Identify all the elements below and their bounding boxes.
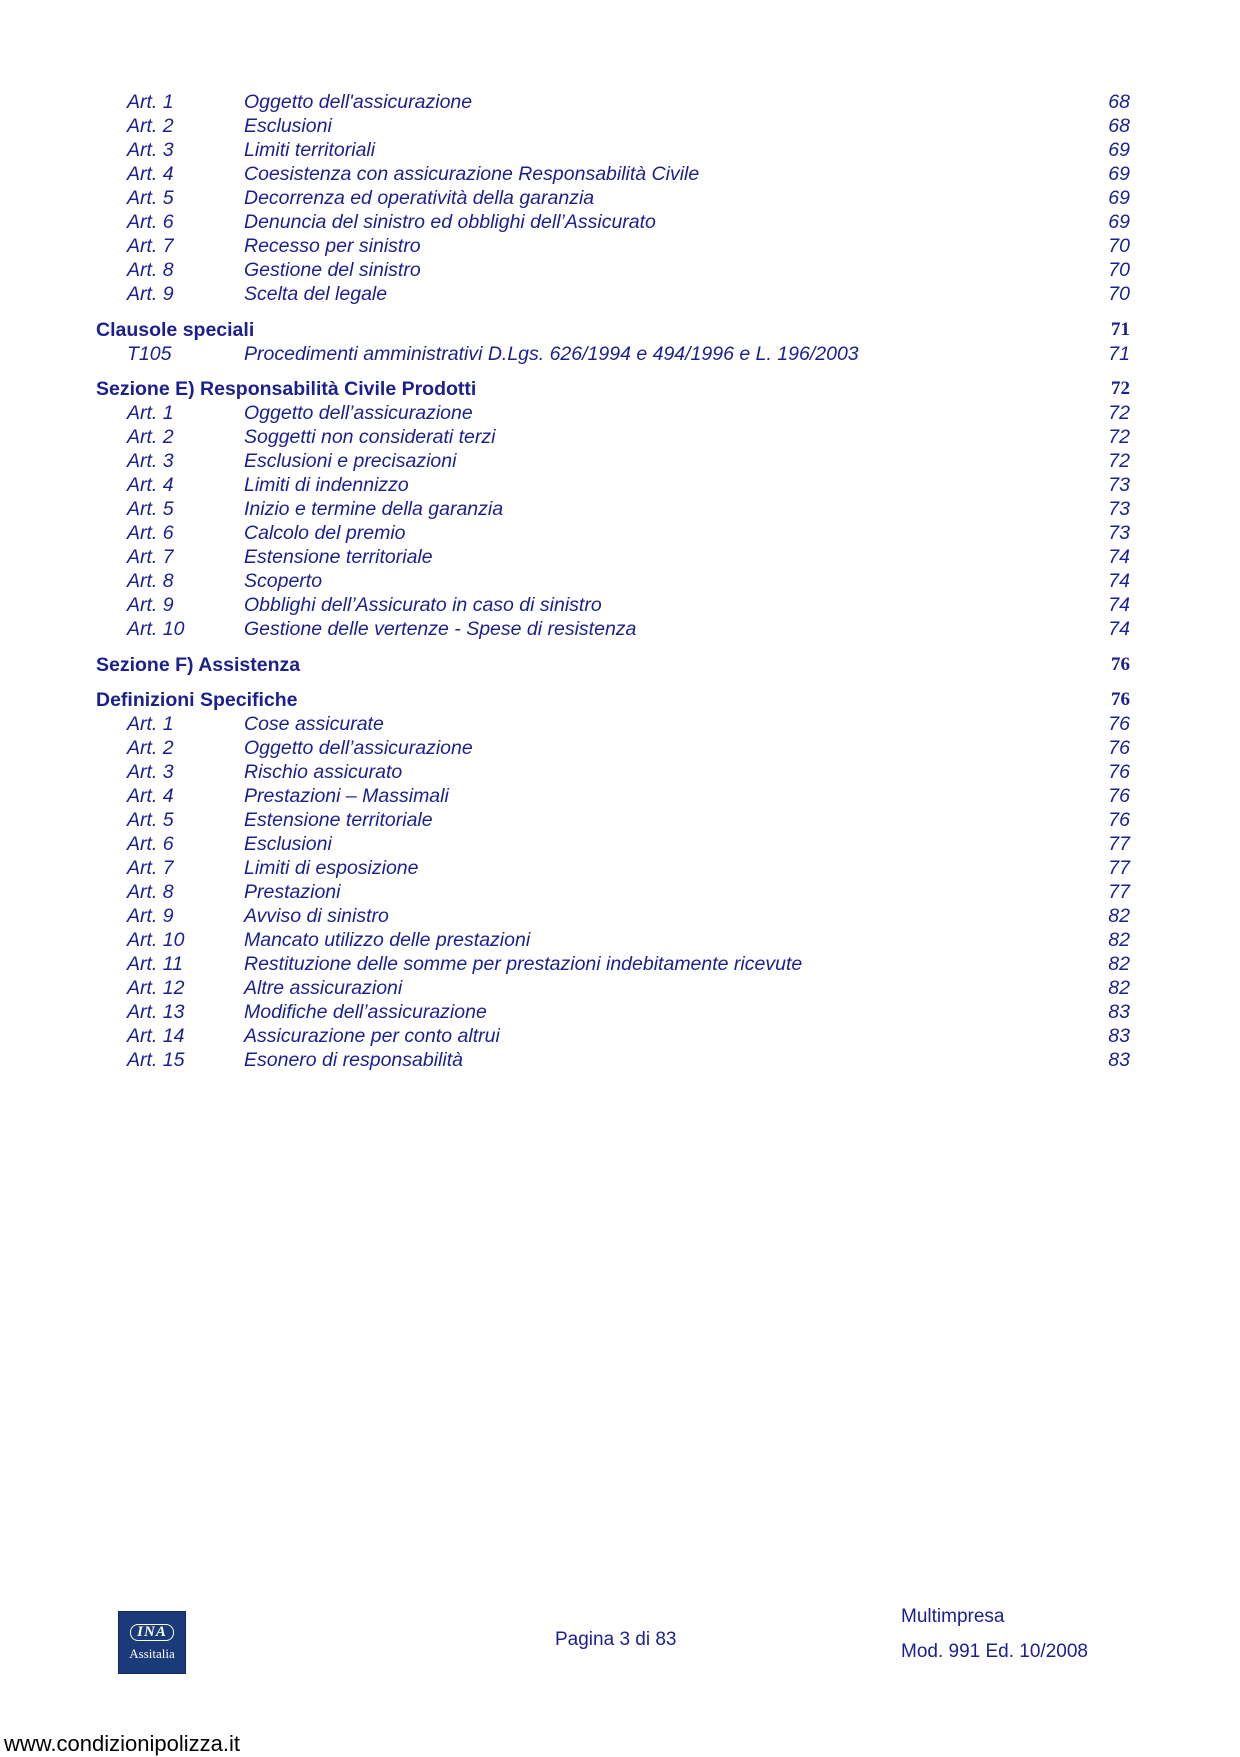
entry-title: Cose assicurate [244,713,384,735]
entry-page: 74 [1108,570,1130,592]
entry-number: Art. 5 [127,498,174,520]
toc-entry [96,497,1130,521]
entry-title: Decorrenza ed operatività della garanzia [244,187,595,209]
entry-number: Art. 8 [127,570,174,592]
toc-entry [96,976,1130,1000]
entry-page: 68 [1108,91,1130,113]
toc-entry [96,186,1130,210]
entry-title: Avviso di sinistro [244,905,389,927]
entry-title: Estensione territoriale [244,546,433,568]
entry-title: Obblighi dell’Assicurato in caso di sinistro [244,594,602,616]
entry-title: Rischio assicurato [244,761,403,783]
toc-entry [96,545,1130,569]
toc-entry [96,234,1130,258]
ina-assitalia-logo [118,1611,186,1674]
entry-number: Art. 10 [127,618,185,640]
entry-number: Art. 2 [127,426,174,448]
entry-title: Oggetto dell’assicurazione [244,737,473,759]
page-number: Pagina 3 di 83 [555,1629,677,1650]
entry-page: 69 [1108,139,1130,161]
entry-number: Art. 14 [127,1025,185,1047]
entry-title: Esclusioni [244,833,332,855]
entry-title: Prestazioni – Massimali [244,785,449,807]
entry-page: 83 [1108,1049,1130,1071]
entry-page: 76 [1108,761,1130,783]
product-name: Multimpresa [901,1606,1005,1627]
entry-title: Prestazioni [244,881,341,903]
entry-number: Art. 1 [127,713,174,735]
entry-title: Oggetto dell’assicurazione [244,402,473,424]
entry-page: 76 [1108,785,1130,807]
toc-entry [96,425,1130,449]
entry-number: Art. 4 [127,474,174,496]
toc-block-sezione-e [96,401,1130,641]
entry-number: Art. 10 [127,929,185,951]
entry-page: 76 [1108,713,1130,735]
entry-page: 69 [1108,187,1130,209]
entry-page: 74 [1108,546,1130,568]
toc-entry [96,1000,1130,1024]
toc-entry [96,832,1130,856]
entry-number: Art. 13 [127,1001,185,1023]
entry-number: Art. 1 [127,91,174,113]
toc-entry [96,808,1130,832]
toc-entry [96,1024,1130,1048]
entry-page: 83 [1108,1001,1130,1023]
entry-number: Art. 7 [127,857,174,879]
toc-entry [96,569,1130,593]
entry-number: Art. 6 [127,522,174,544]
entry-page: 69 [1108,211,1130,233]
toc-entry [96,114,1130,138]
section-page: 76 [1111,689,1130,710]
entry-number: Art. 9 [127,283,174,305]
entry-title: Altre assicurazioni [244,977,403,999]
entry-number: Art. 4 [127,785,174,807]
entry-page: 73 [1108,498,1130,520]
toc-entry [96,473,1130,497]
entry-number: Art. 3 [127,139,174,161]
toc-entry [96,712,1130,736]
section-title: Clausole speciali [96,319,255,341]
entry-page: 73 [1108,474,1130,496]
model-edition: Mod. 991 Ed. 10/2008 [901,1641,1088,1662]
section-page: 76 [1111,654,1130,675]
entry-title: Limiti di indennizzo [244,474,409,496]
entry-page: 69 [1108,163,1130,185]
entry-page: 76 [1108,737,1130,759]
toc-entry [96,162,1130,186]
entry-page: 70 [1108,235,1130,257]
entry-title: Limiti di esposizione [244,857,419,879]
entry-number: Art. 4 [127,163,174,185]
entry-number: Art. 1 [127,402,174,424]
entry-page: 71 [1108,343,1130,365]
entry-title: Calcolo del premio [244,522,406,544]
entry-number: Art. 9 [127,594,174,616]
entry-number: Art. 2 [127,737,174,759]
entry-page: 82 [1108,905,1130,927]
entry-page: 72 [1108,402,1130,424]
toc-entry [96,928,1130,952]
toc-block-articles [96,90,1130,306]
entry-title: Esclusioni e precisazioni [244,450,457,472]
entry-page: 76 [1108,809,1130,831]
toc-entry [96,856,1130,880]
section-page: 72 [1111,378,1130,399]
toc-block-clausole [96,342,1130,366]
entry-page: 82 [1108,977,1130,999]
entry-title: Assicurazione per conto altrui [244,1025,500,1047]
toc-entry [96,784,1130,808]
entry-page: 82 [1108,929,1130,951]
entry-page: 72 [1108,450,1130,472]
entry-page: 70 [1108,283,1130,305]
entry-number: Art. 15 [127,1049,185,1071]
entry-number: Art. 3 [127,761,174,783]
entry-page: 73 [1108,522,1130,544]
entry-title: Recesso per sinistro [244,235,421,257]
entry-title: Scoperto [244,570,323,592]
entry-title: Gestione delle vertenze - Spese di resistenza [244,618,637,640]
entry-number: Art. 8 [127,259,174,281]
toc-block-definizioni [96,712,1130,1072]
entry-title: Restituzione delle somme per prestazioni indebitamente ricevute [244,953,803,975]
entry-page: 70 [1108,259,1130,281]
table-of-contents [96,90,1130,1072]
entry-page: 77 [1108,833,1130,855]
entry-title: Denuncia del sinistro ed obblighi dell’Assicurato [244,211,656,233]
entry-page: 74 [1108,618,1130,640]
entry-title: Procedimenti amministrativi D.Lgs. 626/1994 e 494/1996 e L. 196/2003 [244,343,859,365]
entry-title: Modifiche dell’assicurazione [244,1001,487,1023]
section-page: 71 [1111,319,1130,340]
entry-number: Art. 6 [127,833,174,855]
entry-number: Art. 11 [127,953,183,975]
logo-text: Assitalia [129,1645,175,1661]
entry-title: Scelta del legale [244,283,388,305]
entry-page: 83 [1108,1025,1130,1047]
entry-number: Art. 3 [127,450,174,472]
entry-number: Art. 9 [127,905,174,927]
toc-entry [96,258,1130,282]
entry-number: Art. 5 [127,187,174,209]
entry-page: 74 [1108,594,1130,616]
entry-title: Soggetti non considerati terzi [244,426,496,448]
toc-entry [96,736,1130,760]
entry-number: Art. 6 [127,211,174,233]
section-title: Definizioni Specifiche [96,689,298,711]
toc-entry [96,760,1130,784]
toc-entry [96,521,1130,545]
toc-entry [96,880,1130,904]
toc-entry [96,617,1130,641]
entry-page: 77 [1108,857,1130,879]
watermark-url: www.condizionipolizza.it [4,1731,240,1756]
entry-number: T105 [127,343,172,365]
toc-entry [96,282,1130,306]
entry-title: Inizio e termine della garanzia [244,498,504,520]
section-title: Sezione F) Assistenza [96,654,301,676]
toc-entry [96,210,1130,234]
toc-entry [96,1048,1130,1072]
entry-number: Art. 7 [127,546,174,568]
entry-number: Art. 12 [127,977,185,999]
toc-entry [96,904,1130,928]
toc-entry [96,90,1130,114]
toc-entry [96,593,1130,617]
toc-entry [96,401,1130,425]
section-heading-sezione-f [96,653,1130,677]
toc-entry [96,952,1130,976]
entry-page: 72 [1108,426,1130,448]
entry-title: Esonero di responsabilità [244,1049,463,1071]
toc-entry [96,449,1130,473]
section-heading-sezione-e [96,377,1130,401]
entry-page: 68 [1108,115,1130,137]
entry-title: Oggetto dell'assicurazione [244,91,473,113]
entry-title: Mancato utilizzo delle prestazioni [244,929,531,951]
entry-title: Estensione territoriale [244,809,433,831]
entry-page: 82 [1108,953,1130,975]
entry-number: Art. 2 [127,115,174,137]
entry-title: Limiti territoriali [244,139,376,161]
entry-number: Art. 5 [127,809,174,831]
toc-entry [96,342,1130,366]
entry-page: 77 [1108,881,1130,903]
entry-number: Art. 7 [127,235,174,257]
section-heading-clausole [96,318,1130,342]
section-heading-definizioni [96,688,1130,712]
section-title: Sezione E) Responsabilità Civile Prodotti [96,378,477,400]
entry-title: Gestione del sinistro [244,259,421,281]
toc-entry [96,138,1130,162]
entry-title: Coesistenza con assicurazione Responsabilità Civile [244,163,700,185]
logo-mark: INA [130,1624,174,1641]
entry-number: Art. 8 [127,881,174,903]
entry-title: Esclusioni [244,115,332,137]
